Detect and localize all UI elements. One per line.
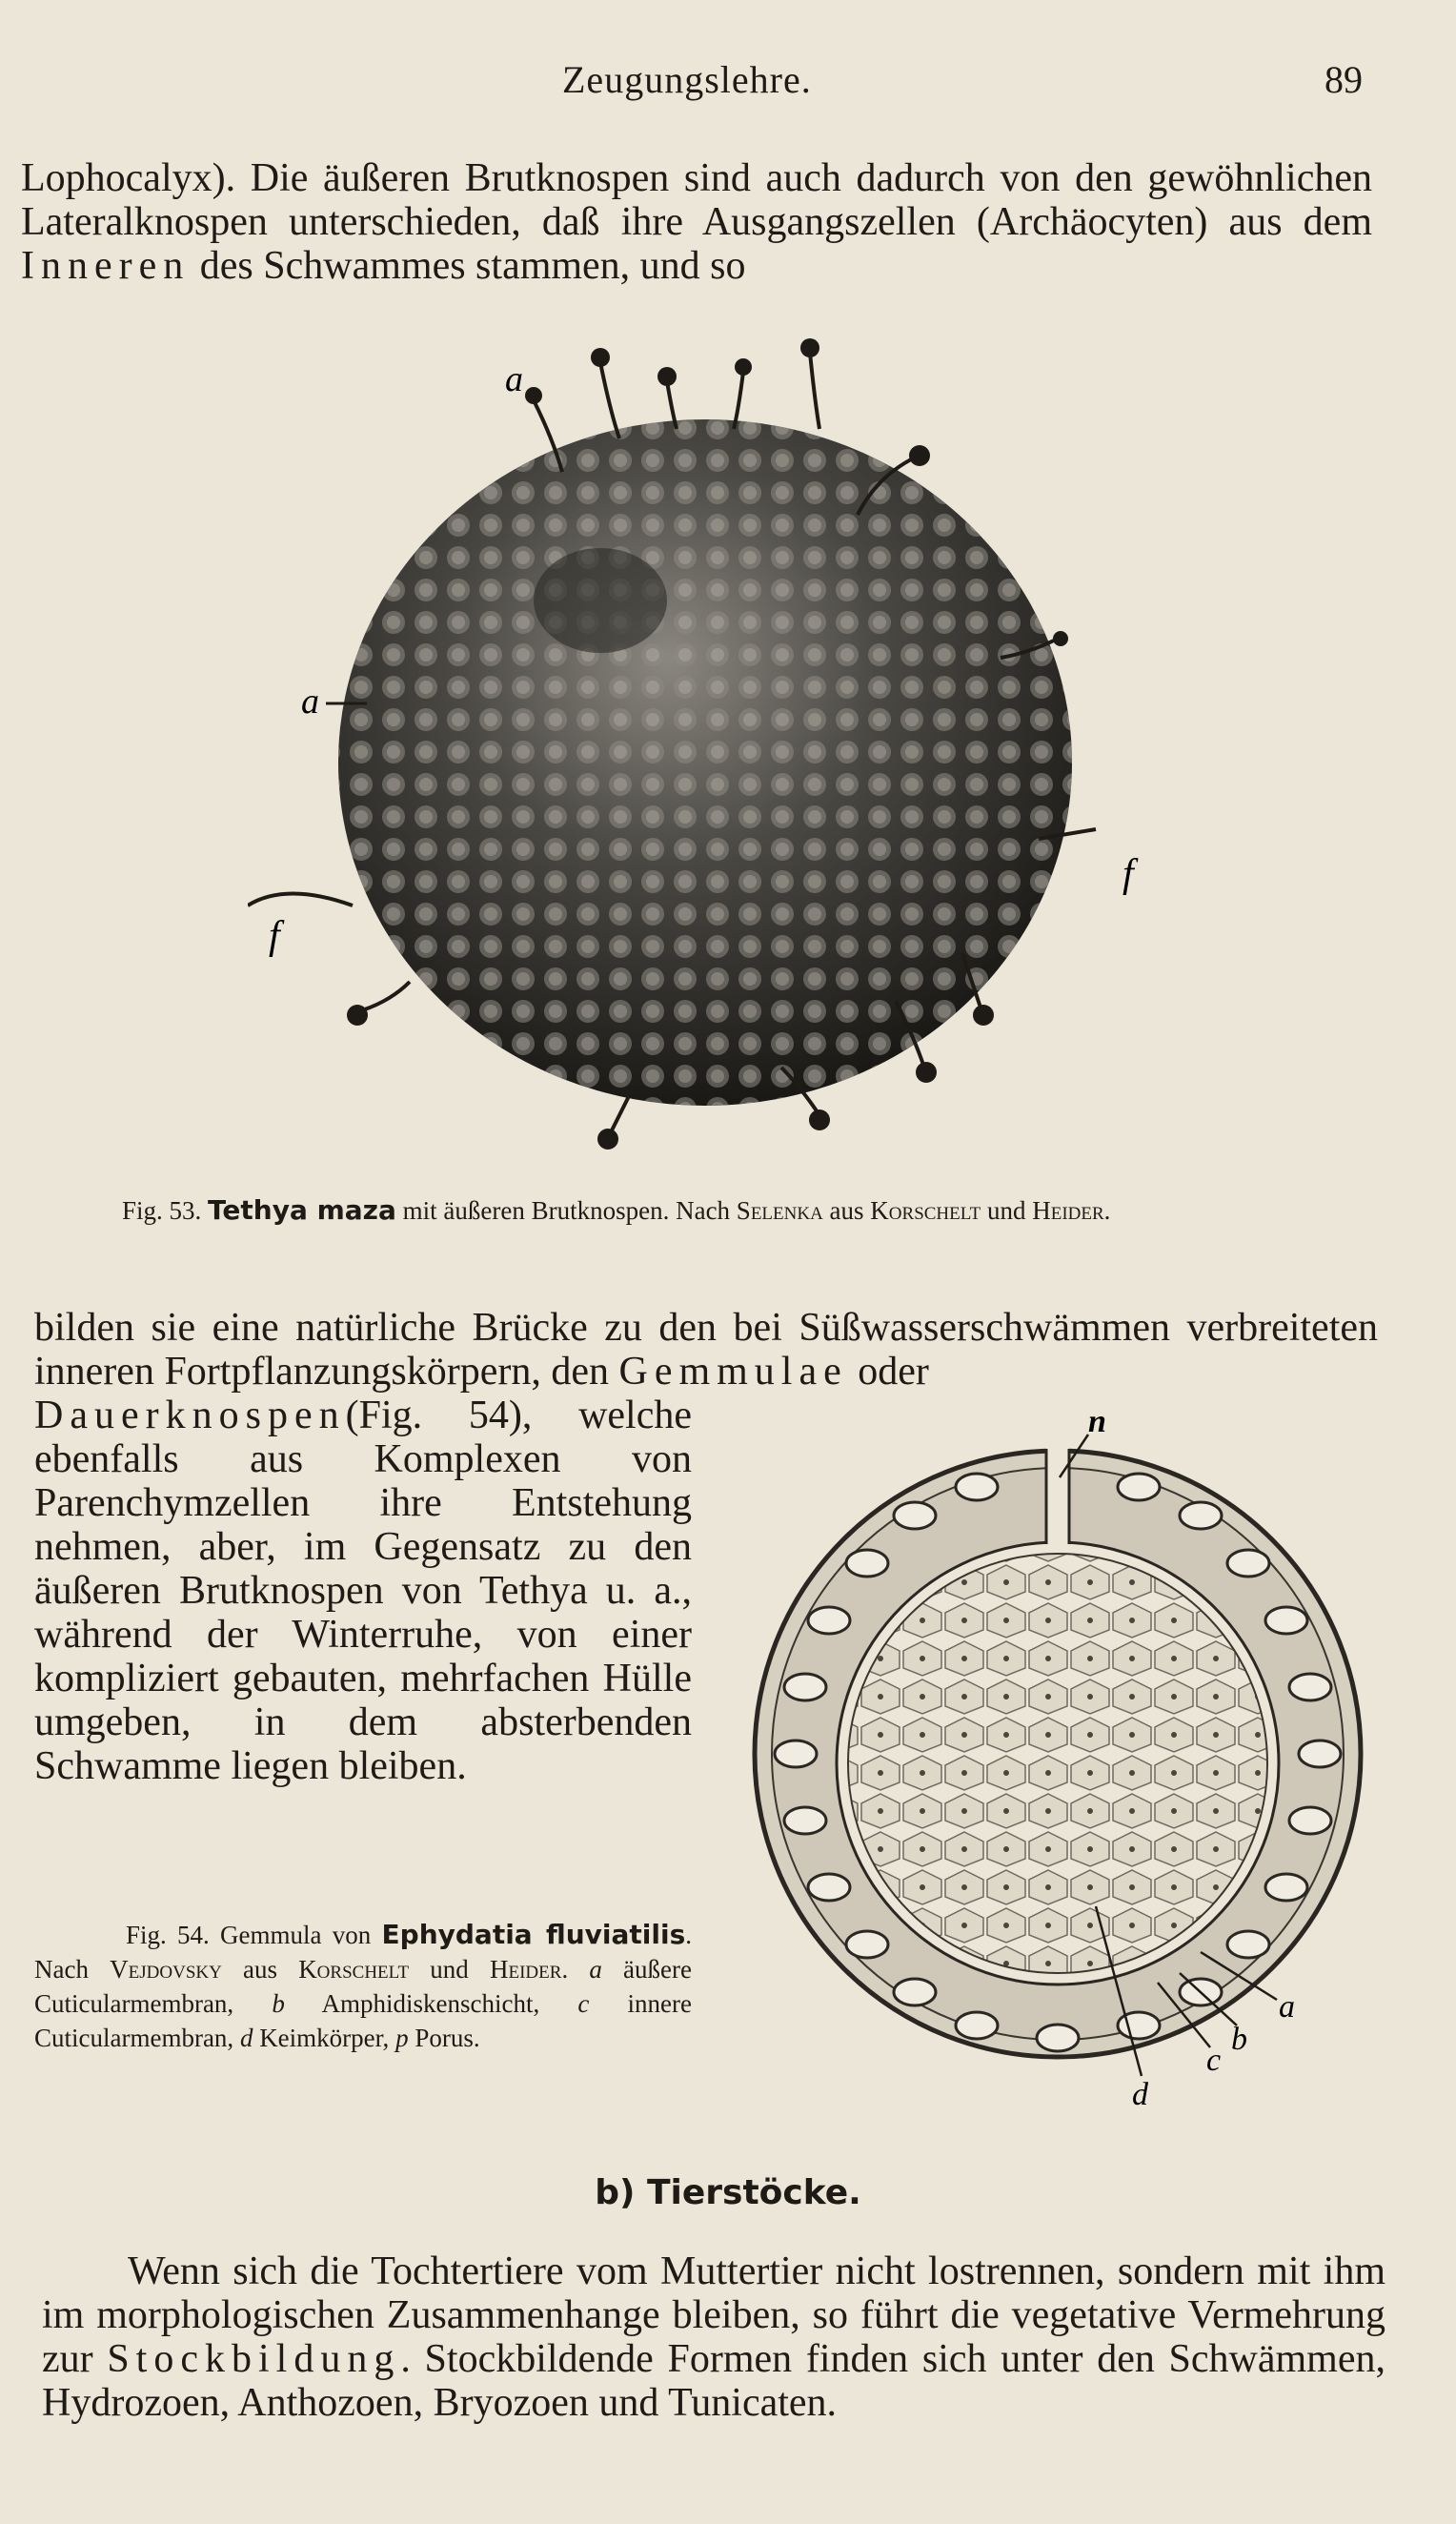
page-header [0, 57, 1456, 114]
fig53-caption-author-2: Korschelt [870, 1196, 981, 1225]
fig54-label-a: a [1279, 1989, 1295, 2025]
paragraph-1-spaced-word: Inneren [21, 244, 191, 288]
section-heading: b) Tierstöcke. [595, 2173, 861, 2212]
fig53-caption-author-3: Heider [1032, 1196, 1104, 1225]
fig53-label-f-right: f [1122, 852, 1134, 896]
paragraph-1-text: Lophocalyx). Die äußeren Brutknospen sind auch dadurch von den gewöhnlichen Lateralknospen unterschieden, daß ihre Ausgangszellen (Archäocyten) aus dem [21, 156, 1372, 244]
paragraph-4-text: Wenn sich die Tochtertiere vom Muttertier nicht lostrennen, sondern mit ihm im morphologischen Zusammenhange bleiben, so führt die vegetative Vermehrung zur [42, 2249, 1385, 2381]
figure-54 [734, 1411, 1391, 2135]
fig54-caption-key-d: d [239, 2024, 253, 2052]
fig54-caption-prefix: Fig. 54. Gemmula von [126, 1921, 382, 1949]
paragraph-1-end: des Schwammes stammen, und so [190, 244, 746, 288]
paragraph-2-end: oder [847, 1350, 929, 1394]
paragraph-3 [34, 1394, 692, 1788]
fig54-caption-mid: . Nach [34, 1921, 692, 1984]
fig54-label-c: c [1206, 2043, 1222, 2078]
paragraph-4 [42, 2249, 1385, 2425]
fig54-caption-text-b: Amphidiskenschicht, [284, 1989, 578, 2018]
gemmula-section [755, 1445, 1361, 2057]
fig53-caption-prefix: Fig. 53. [122, 1196, 209, 1225]
fig53-caption-und: und [981, 1196, 1033, 1225]
fig54-caption-text-p: Porus. [408, 2024, 480, 2052]
fig53-caption-author-1: Selenka [736, 1196, 823, 1225]
paragraph-3-text: (Fig. 54), welche ebenfalls aus Komplexen von Parenchymzellen ihre Entstehung nehmen, aber, im Gegensatz zu den äußeren Brutknospen von Tethya u. a., während der Winterruhe, von einer kompliziert gebauten, mehrfachen Hülle umgeben, in dem absterbenden Schwamme liegen bleiben. [34, 1394, 692, 1788]
fig54-caption-key-a: a [589, 1955, 602, 1984]
fig54-label-d: d [1132, 2077, 1148, 2112]
fig54-caption-author-3: Heider [490, 1955, 562, 1984]
fig54-caption-key-b: b [272, 1989, 285, 2018]
figure-54-illustration [734, 1411, 1391, 2135]
page-number: 89 [1325, 58, 1363, 101]
fig54-caption-key-p: p [395, 2024, 409, 2052]
figure-54-caption: Fig. 54. Gemmula von Ephydatia fluviatilis. Nach Vejdovsky aus Korschelt und Heider. a äußere Cuticularmembran, b Amphidiskenschicht, c innere Cuticularmembran, d Keimkörper, p Porus. [34, 1919, 693, 2052]
figure-53 [248, 315, 1163, 1172]
fig53-label-a-left: a [301, 682, 319, 722]
paragraph-3-spaced-word: Dauerknospen [34, 1394, 346, 1437]
sponge-body [338, 419, 1072, 1106]
fig53-caption-end: . [1103, 1196, 1111, 1225]
fig53-label-f-left: f [269, 914, 280, 958]
paragraph-1 [21, 156, 1372, 288]
porus [1046, 1445, 1069, 1550]
paragraph-2-spaced-word: Gemmulae [618, 1350, 848, 1394]
fig54-label-b: b [1231, 2022, 1247, 2057]
paragraph-2 [34, 1306, 1378, 1394]
fig54-caption-author-2: Korschelt [298, 1955, 410, 1984]
fig54-caption-text-d: Keimkörper, [253, 2024, 396, 2052]
fig53-caption-mid: mit äußeren Brutknospen. Nach [395, 1196, 737, 1225]
germ-body [848, 1554, 1267, 1973]
fig54-caption-aus: aus [221, 1955, 299, 1984]
figure-53-caption [34, 1193, 1378, 1228]
paragraph-2-text: bilden sie eine natürliche Brücke zu den bei Süßwasserschwämmen verbreiteten inneren Fortpflanzungskörpern, den [34, 1306, 1378, 1394]
fig54-caption-species: Ephydatia fluviatilis [381, 1919, 686, 1950]
fig53-caption-species: Tethya maza [208, 1194, 396, 1226]
fig53-caption-aus: aus [822, 1196, 871, 1225]
paragraph-4-spaced-word: Stockbildung [107, 2337, 401, 2381]
fig54-caption-und: und [409, 1955, 490, 1984]
figure-53-illustration [248, 315, 1163, 1172]
paragraph-4-end: . Stockbildende Formen finden sich unter den Schwämmen, Hydrozoen, Anthozoen, Bryozoen und Tunicaten. [42, 2337, 1385, 2425]
fig54-caption-text-c: innere Cuticularmembran, [34, 1989, 692, 2052]
fig54-caption-author-1: Vejdovsky [110, 1955, 222, 1984]
fig54-caption-text-a: äußere Cuticularmembran, [34, 1955, 693, 2018]
fig54-caption-key-c: c [577, 1989, 590, 2018]
fig54-label-n: n [1088, 1411, 1106, 1439]
fig53-label-a-top: a [505, 359, 523, 399]
running-head: Zeugungslehre. [562, 58, 812, 101]
